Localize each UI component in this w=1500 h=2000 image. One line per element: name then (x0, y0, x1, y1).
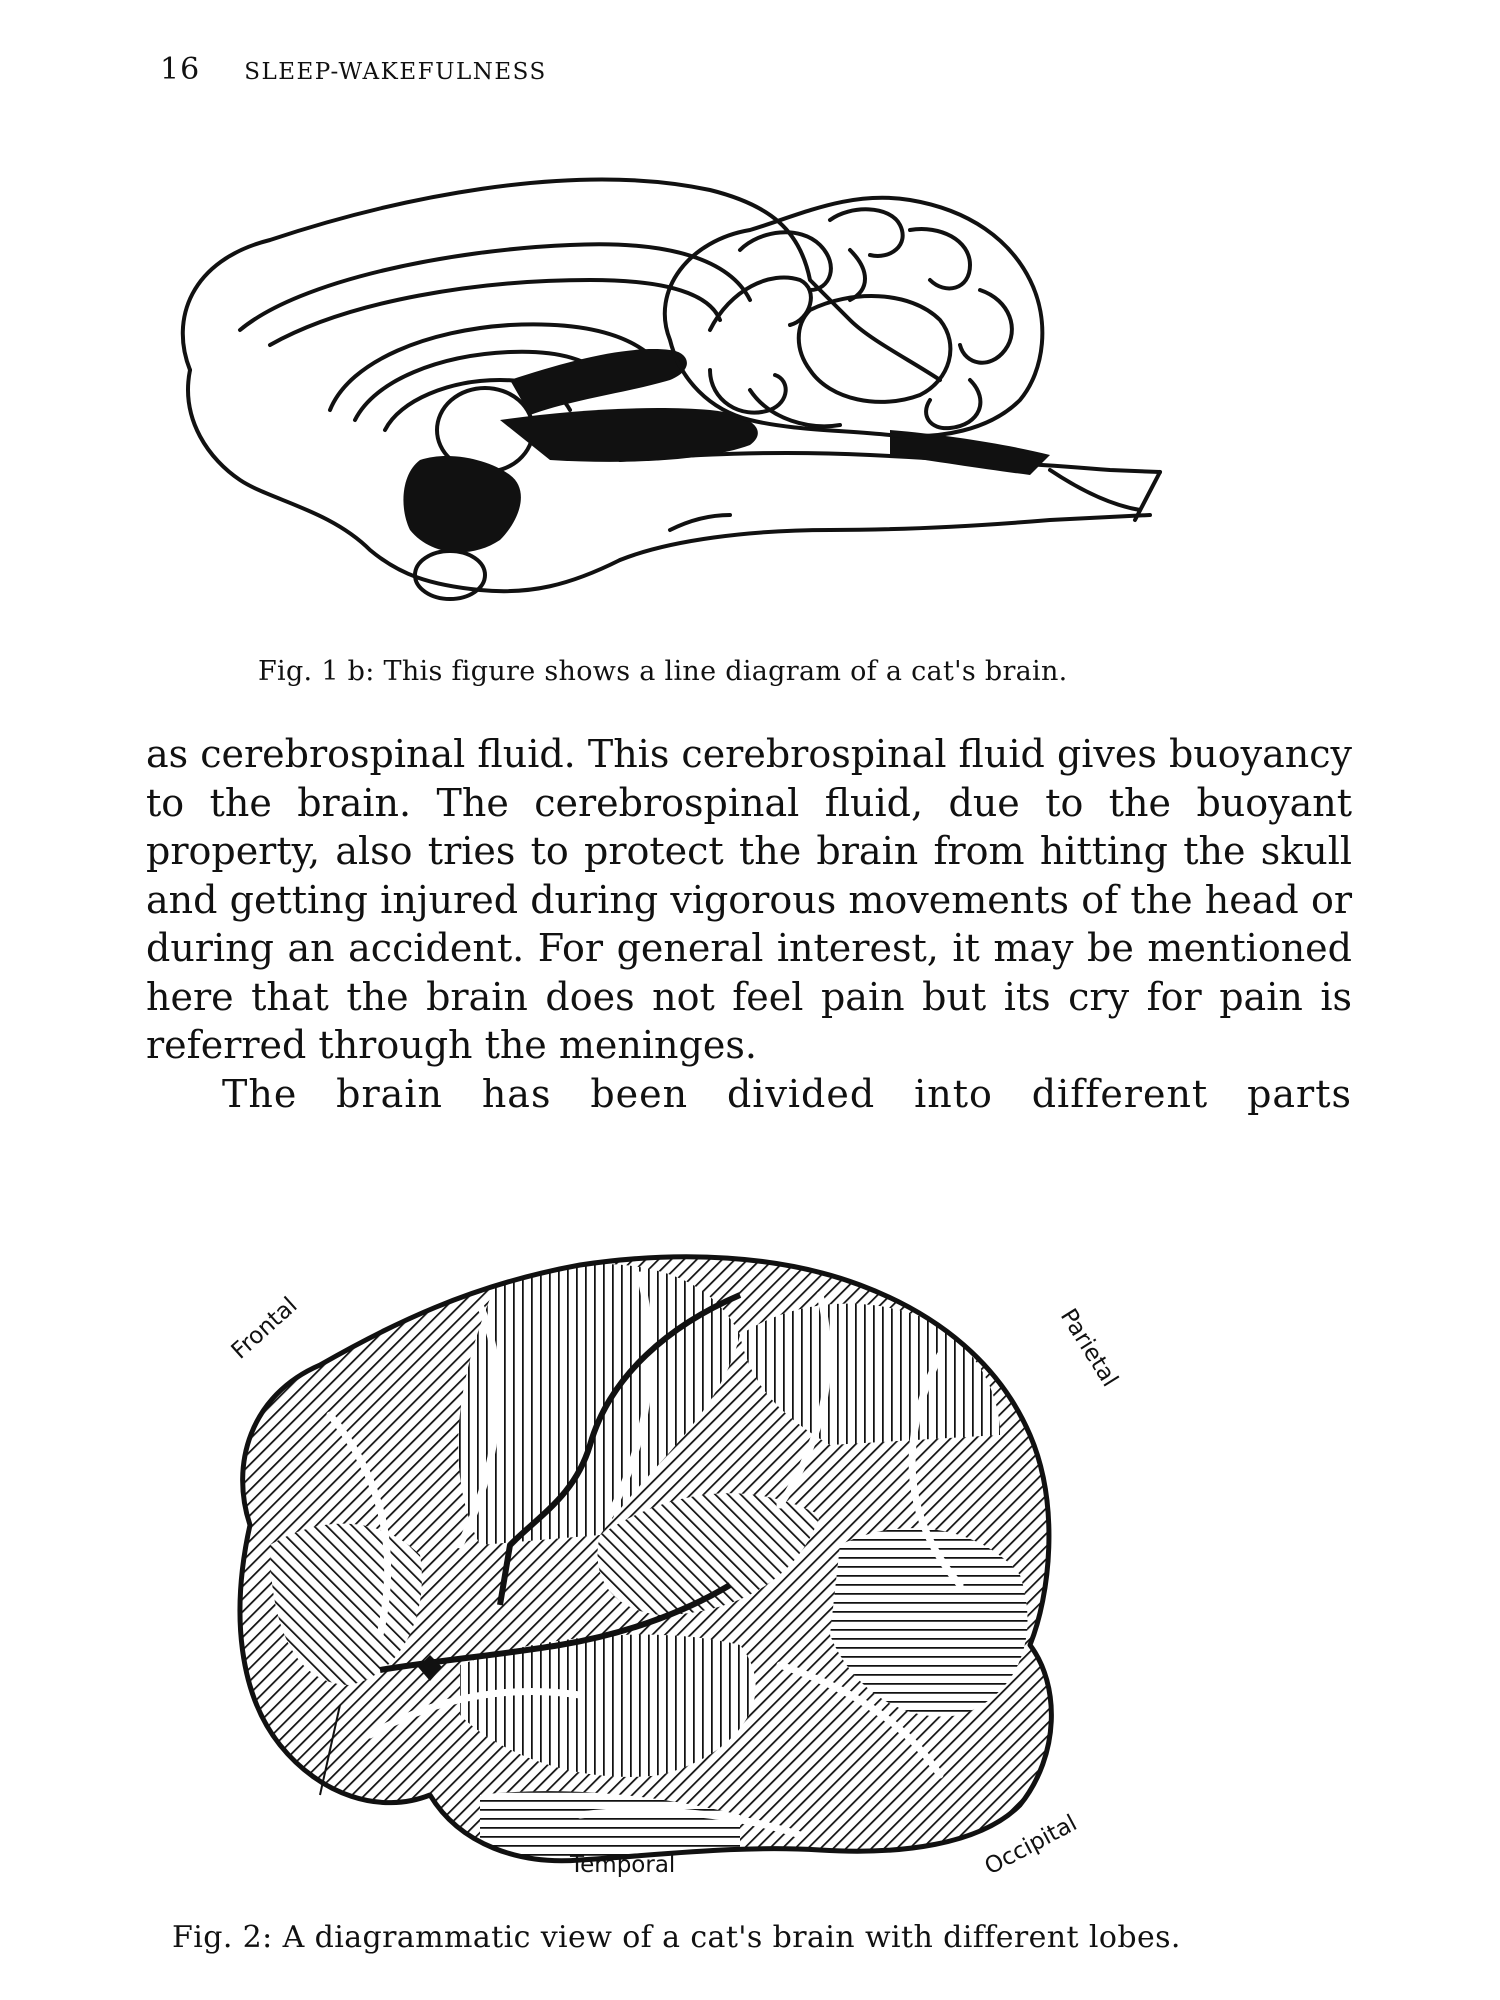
paragraph-2: The brain has been divided into different parts (222, 1071, 1352, 1116)
body-text (146, 730, 1352, 1118)
hatched-lobes (180, 1215, 1260, 1915)
label-temporal: Temporal (570, 1852, 676, 1878)
cat-brain-lobes-diagram (180, 1215, 1260, 1915)
page-number: 16 (160, 52, 201, 87)
cerebellum (665, 198, 1043, 437)
label-parietal: Parietal (1054, 1304, 1123, 1392)
label-frontal: Frontal (226, 1292, 303, 1365)
paragraph-1: as cerebrospinal fluid. This cerebrospinal fluid gives buoyancy to the brain. The cerebrospinal fluid, due to the buoyant property, also tries to protect the brain from hitting the skull and getting injured during vigorous movements of the head or during an accident. For general interest, it may be mentioned here that the brain does not feel pain but its cry for pain is referred through the meninges. (146, 732, 1352, 1067)
label-occipital: Occipital (980, 1810, 1082, 1881)
figure-2-caption: Fig. 2: A diagrammatic view of a cat's brain with different lobes. (172, 1920, 1181, 1955)
brainstem-lower (620, 515, 1150, 560)
pituitary (415, 551, 485, 599)
page-header (160, 52, 547, 87)
figure-1-caption: Fig. 1 b: This figure shows a line diagram of a cat's brain. (258, 656, 1068, 687)
running-head: SLEEP-WAKEFULNESS (244, 59, 547, 85)
cat-brain-sagittal-diagram (150, 130, 1350, 630)
